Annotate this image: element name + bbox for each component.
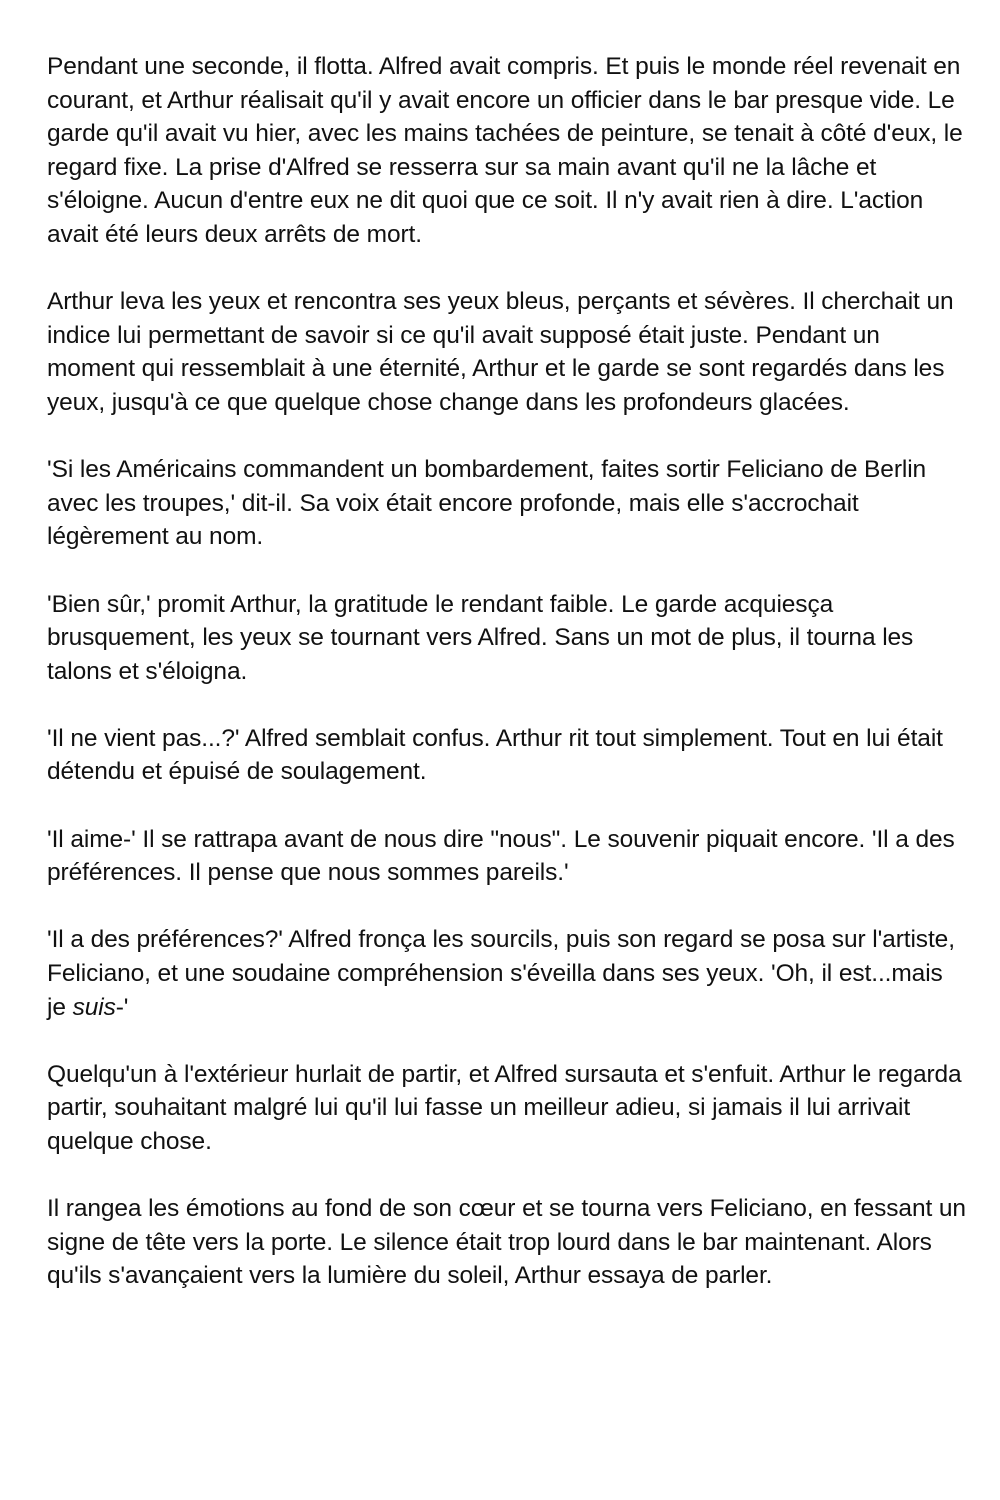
paragraph: 'Si les Américains commandent un bombardement, faites sortir Feliciano de Berlin avec les troupes,' dit-il. Sa voix était encore profonde, mais elle s'accrochait légèrement au nom. (47, 456, 927, 551)
paragraph: 'Il ne vient pas...?' Alfred semblait confus. Arthur rit tout simplement. Tout en lui était détendu et épuisé de soulagement. (47, 724, 943, 786)
document-page (47, 50, 967, 1293)
paragraph: Quelqu'un à l'extérieur hurlait de partir, et Alfred sursauta et s'enfuit. Arthur le regarda partir, souhaitant malgré lui qu'il lui fasse un meilleur adieu, si jamais il lui arrivait quelque chose. (47, 1060, 962, 1155)
paragraph: Arthur leva les yeux et rencontra ses yeux bleus, perçants et sévères. Il cherchait un indice lui permettant de savoir si ce qu'il avait supposé était juste. Pendant un moment qui ressemblait à une éternité, Arthur et le garde se sont regardés dans les yeux, jusqu'à ce que quelque chose change dans les profondeurs glacées. (47, 288, 954, 416)
paragraph: 'Bien sûr,' promit Arthur, la gratitude le rendant faible. Le garde acquiesça brusquement, les yeux se tournant vers Alfred. Sans un mot de plus, il tourna les talons et s'éloigna. (47, 590, 914, 685)
emphasis-text: suis (72, 993, 116, 1021)
paragraph: Pendant une seconde, il flotta. Alfred avait compris. Et puis le monde réel revenait en courant, et Arthur réalisait qu'il y avait encore un officier dans le bar presque vide. Le garde qu'il avait vu hier, avec les mains tachées de peinture, se tenait à côté d'eux, le regard fixe. La prise d'Alfred se resserra sur sa main avant qu'il ne la lâche et s'éloigne. Aucun d'entre eux ne dit quoi que ce soit. Il n'y avait rien à dire. L'action avait été leurs deux arrêts de mort. (47, 53, 963, 248)
paragraph: 'Il aime-' Il se rattrapa avant de nous dire "nous". Le souvenir piquait encore. 'Il a des préférences. Il pense que nous sommes pareils.' (47, 825, 955, 887)
paragraph: Il rangea les émotions au fond de son cœur et se tourna vers Feliciano, en fessant un signe de tête vers la porte. Le silence était trop lourd dans le bar maintenant. Alors qu'ils s'avançaient vers la lumière du soleil, Arthur essaya de parler. (47, 1195, 966, 1290)
paragraph (47, 923, 967, 1024)
paragraph-text: -' (115, 993, 129, 1021)
paragraph-text: 'Il a des préférences?' Alfred fronça les sourcils, puis son regard se posa sur l'artiste, Feliciano, et une soudaine compréhension s'éveilla dans ses yeux. 'Oh, il est...mais je (47, 926, 955, 1021)
